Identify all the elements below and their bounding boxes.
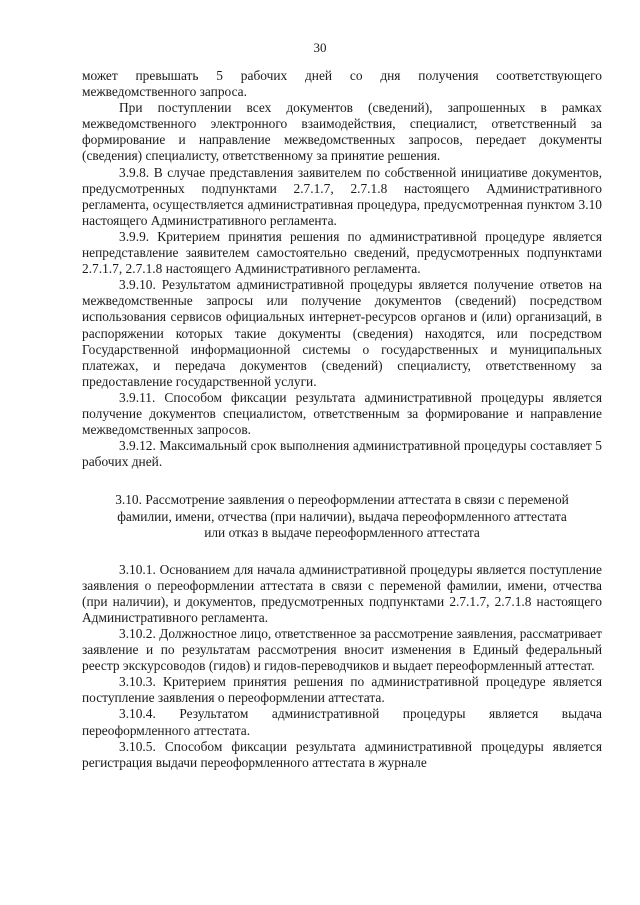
paragraph: 3.10.2. Должностное лицо, ответственное за рассмотрение заявления, рассматривает заявление и по результатам рассмотрения вносит изменения в Единый федеральный реестр экскурсоводов (гидов) и гидов-переводчиков и выдает переоформленный аттестат. <box>82 625 602 674</box>
paragraph: 3.10.3. Критерием принятия решения по административной процедуре является поступление заявления о переоформлении аттестата. <box>82 674 602 706</box>
paragraph: 3.9.11. Способом фиксации результата административной процедуры является получение документов специалистом, ответственным за формирование и направление межведомственных запросов. <box>82 389 602 438</box>
paragraph: 3.9.8. В случае представления заявителем по собственной инициативе документов, предусмотренных подпунктами 2.7.1.7, 2.7.1.8 настоящего Административного регламента, осуществляется административная процедура, предусмотренная пунктом 3.10 настоящего Административного регламента. <box>82 164 602 228</box>
paragraph: 3.10.4. Результатом административной процедуры является выдача переоформленного аттестата. <box>82 706 602 738</box>
paragraph: 3.10.1. Основанием для начала административной процедуры является поступление заявления о переоформлении аттестата в связи с переменой фамилии, имени, отчества (при наличии), и документов, предусмотренных подпунктами 2.7.1.7, 2.7.1.8 настоящего Административного регламента. <box>82 561 602 625</box>
page-number: 30 <box>313 40 327 55</box>
section-heading <box>82 492 602 541</box>
body-text <box>82 68 602 771</box>
paragraph: 3.9.10. Результатом административной процедуры является получение ответов на межведомственные запросы или получение документов (сведений) посредством использования сервисов официальных интернет-ресурсов органов и (или) организаций, в распоряжении которых такие документы (сведения) находятся, или посредством Государственной информационной системы о государственных и муниципальных платежах, и передача документов (сведений) специалисту, ответственному за предоставление государственной услуги. <box>82 277 602 389</box>
paragraph: 3.10.5. Способом фиксации результата административной процедуры является регистрация выдачи переоформленного аттестата в журнале <box>82 738 602 770</box>
paragraph: При поступлении всех документов (сведений), запрошенных в рамках межведомственного электронного взаимодействия, специалист, ответственный за формирование и направление межведомственных запросов, передает документы (сведения) специалисту, ответственному за принятие решения. <box>82 100 602 164</box>
section-heading-line: 3.10. Рассмотрение заявления о переоформлении аттестата в связи с переменой <box>115 492 569 508</box>
paragraph: 3.9.12. Максимальный срок выполнения административной процедуры составляет 5 рабочих дней. <box>82 438 602 470</box>
paragraph: 3.9.9. Критерием принятия решения по административной процедуре является непредставление заявителем самостоятельно сведений, предусмотренных подпунктами 2.7.1.7, 2.7.1.8 настоящего Административного регламента. <box>82 228 602 277</box>
section-heading-line: фамилии, имени, отчества (при наличии), выдача переоформленного аттестата <box>117 508 567 524</box>
paragraph: может превышать 5 рабочих дней со дня получения соответствующего межведомственного запроса. <box>82 68 602 100</box>
section-heading-line: или отказ в выдаче переоформленного аттестата <box>204 525 480 541</box>
